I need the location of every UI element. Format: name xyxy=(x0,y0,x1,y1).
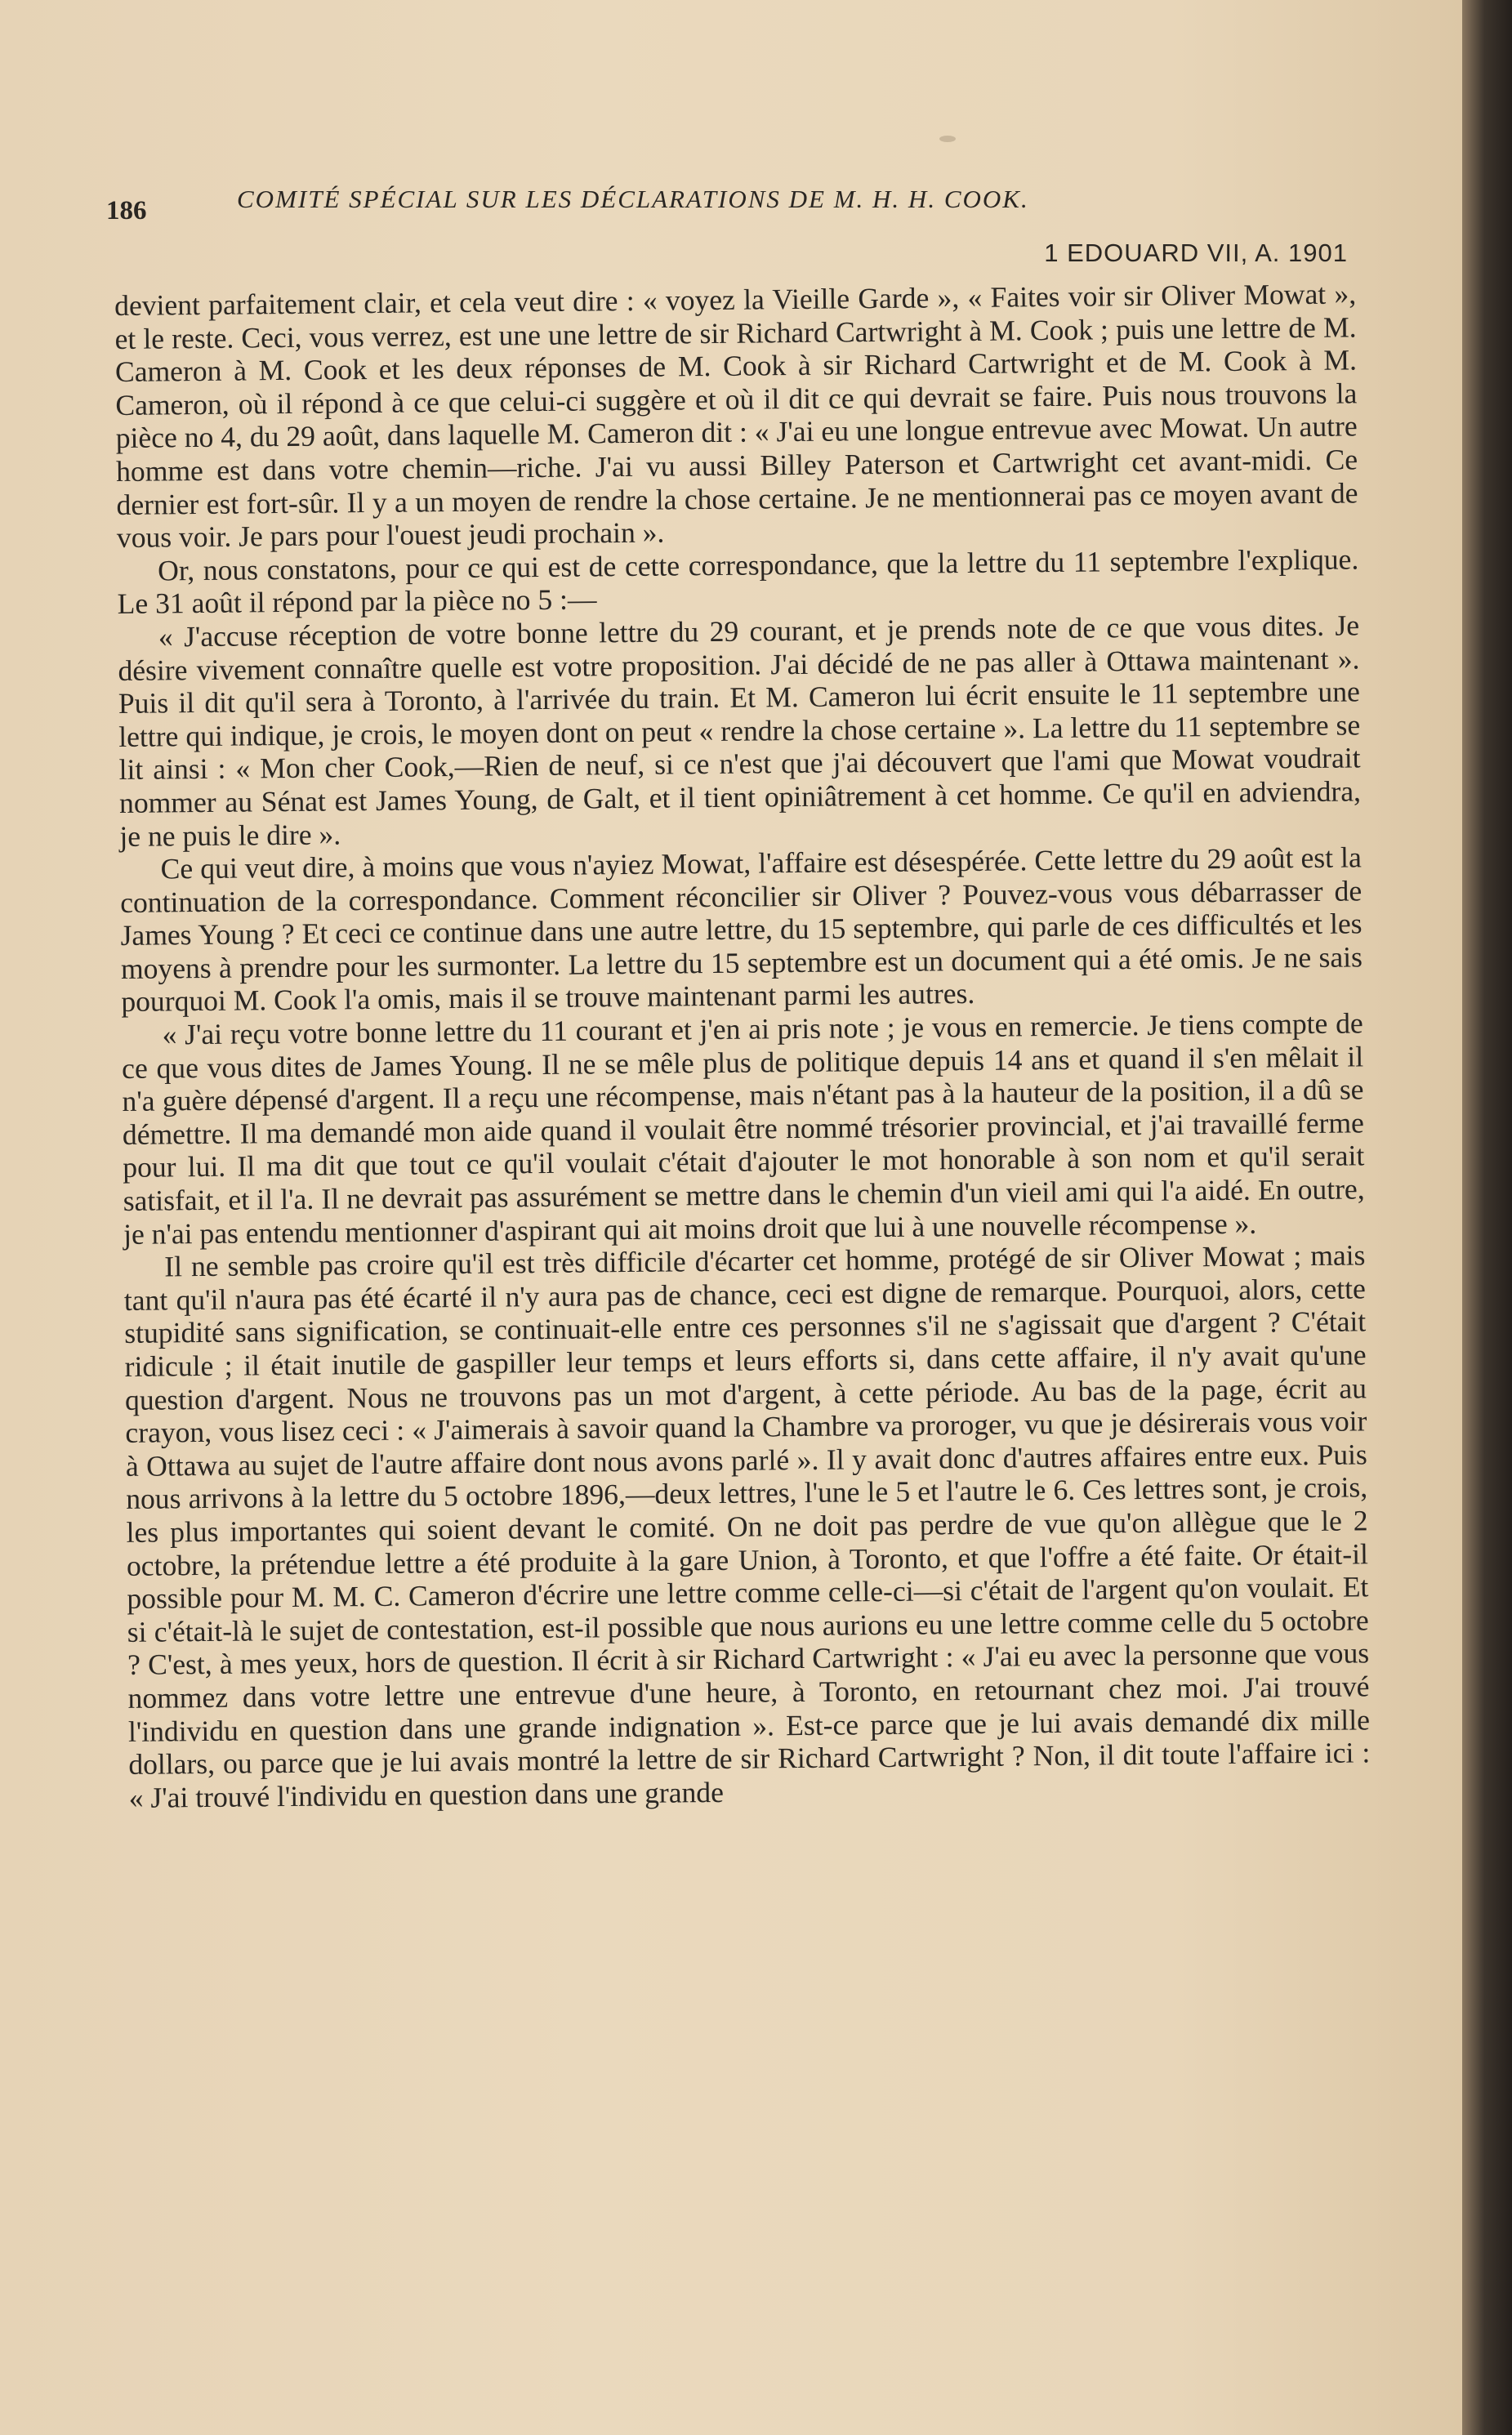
session-label: 1 EDOUARD VII, A. 1901 xyxy=(1044,239,1348,267)
running-title: COMITÉ SPÉCIAL SUR LES DÉCLARATIONS DE M. H. H. COOK. xyxy=(237,185,1029,213)
page-number: 186 xyxy=(106,196,147,225)
paragraph: Or, nous constatons, pour ce qui est de cette correspondance, que la lettre du 11 septembre l'explique. Le 31 août il répond par la pièce no 5 :— xyxy=(117,542,1359,621)
paragraph: Ce qui veut dire, à moins que vous n'ayiez Mowat, l'affaire est désespérée. Cette lettre du 29 août est la continuation de la correspondance. Comment réconcilier sir Oliver ? Pouvez-vous vous débarrasser de James Young ? Et ceci ce continue dans une autre lettre, du 15 septembre, qui parle de ces difficultés et les moyens à prendre pour les surmonter. La lettre du 15 septembre est un document qui a été omis. Je ne sais pourquoi M. Cook l'a omis, mais il se trouve maintenant parmi les autres. xyxy=(120,841,1363,1019)
quoted-paragraph: « J'accuse réception de votre bonne lettre du 29 courant, et je prends note de ce que vous dites. Je désire vivement connaître quelle est votre proposition. J'ai décidé de ne pas aller à Ottawa maintenant ». Puis il dit qu'il sera à Toronto, à l'arrivée du train. Et M. Cameron lui écrit ensuite le 11 septembre une lettre qui indique, je crois, le moyen dont on peut « rendre la chose certaine ». La lettre du 11 septembre se lit ainsi : « Mon cher Cook,—Rien de neuf, si ce n'est que j'ai découvert que l'ami que Mowat voudrait nommer au Sénat est James Young, de Galt, et il tient opiniâtrement à cet homme. Ce qu'il en adviendra, je ne puis le dire ». xyxy=(118,609,1362,853)
paragraph: devient parfaitement clair, et cela veut dire : « voyez la Vieille Garde », « Faites voir sir Oliver Mowat », et le reste. Ceci, vous verrez, est une une lettre de sir Richard Cartwright à M. Cook ; puis une lettre de M. Cameron à M. Cook et les deux réponses de M. Cook à sir Richard Cartwright et de M. Cook à M. Cameron, où il répond à ce que celui-ci suggère et où il dit ce qui devrait se faire. Puis nous trouvons la pièce no 4, du 29 août, dans laquelle M. Cameron dit : « J'ai eu une longue entrevue avec Mowat. Un autre homme est dans votre chemin—riche. J'ai vu aussi Billey Paterson et Cartwright cet avant-midi. Ce dernier est fort-sûr. Il y a un moyen de rendre la chose certaine. Je ne mentionnerai pas ce moyen avant de vous voir. Je pars pour l'ouest jeudi prochain ». xyxy=(114,277,1358,555)
quoted-paragraph: « J'ai reçu votre bonne lettre du 11 courant et j'en ai pris note ; je vous en remercie. Je tiens compte de ce que vous dites de James Young. Il ne se mêle plus de politique depuis 14 ans et quand il s'en mêlait il n'a guère dépensé d'argent. Il a reçu une récompense, mais n'étant pas à la hauteur de la position, il a dû se démettre. Il ma demandé mon aide quand il voulait être nommé trésorier provincial, et j'ai travaillé ferme pour lui. Il ma dit que tout ce qu'il voulait c'était d'ajouter le mot honorable à son nom et qu'il serait satisfait, et il l'a. Il ne devrait pas assurément se mettre dans le chemin d'un vieil ami qui l'a aidé. En outre, je n'ai pas entendu mentionner d'aspirant qui ait moins droit que lui à une nouvelle récompense ». xyxy=(121,1006,1365,1251)
paper-blemish xyxy=(939,136,956,142)
body-text xyxy=(114,277,1371,1814)
paragraph: Il ne semble pas croire qu'il est très difficile d'écarter cet homme, protégé de sir Oliver Mowat ; mais tant qu'il n'aura pas été écarté il n'y aura pas de chance, ceci est digne de remarque. Pourquoi, alors, cette stupidité sans signification, se continuait-elle entre ces personnes s'il ne s'agissait que d'argent ? C'était ridicule ; il était inutile de gaspiller leur temps et leurs efforts si, dans cette affaire, il n'y avait qu'une question d'argent. Nous ne trouvons pas un mot d'argent, à cette période. Au bas de la page, écrit au crayon, vous lisez ceci : « J'aimerais à savoir quand la Chambre va proroger, vu que je désirerais vous voir à Ottawa au sujet de l'autre affaire dont nous avons parlé ». Il y avait donc d'autres affaires entre eux. Puis nous arrivons à la lettre du 5 octobre 1896,—deux lettres, l'une le 5 et l'autre le 6. Ces lettres sont, je crois, les plus importantes qui soient devant le comité. On ne doit pas perdre de vue qu'on allègue que le 2 octobre, la prétendue lettre a été produite à la gare Union, à Toronto, et que l'offre a été faite. Or était-il possible pour M. M. C. Cameron d'écrire une lettre comme celle-ci—si c'était de l'argent qu'on voulait. Et si c'était-là le sujet de contestation, est-il possible que nous aurions eu une lettre comme celle du 5 octobre ? C'est, à mes yeux, hors de question. Il écrit à sir Richard Cartwright : « J'ai eu avec la personne que vous nommez dans votre lettre une entrevue d'une heure, à Toronto, en retournant chez moi. J'ai trouvé l'individu en question dans une grande indignation ». Est-ce parce que je lui avais demandé dix mille dollars, ou parce que je lui avais montré la lettre de sir Richard Cartwright ? Non, il dit toute l'affaire ici : « J'ai trouvé l'individu en question dans une grande xyxy=(123,1238,1371,1814)
book-spine-shadow xyxy=(1462,0,1512,2435)
